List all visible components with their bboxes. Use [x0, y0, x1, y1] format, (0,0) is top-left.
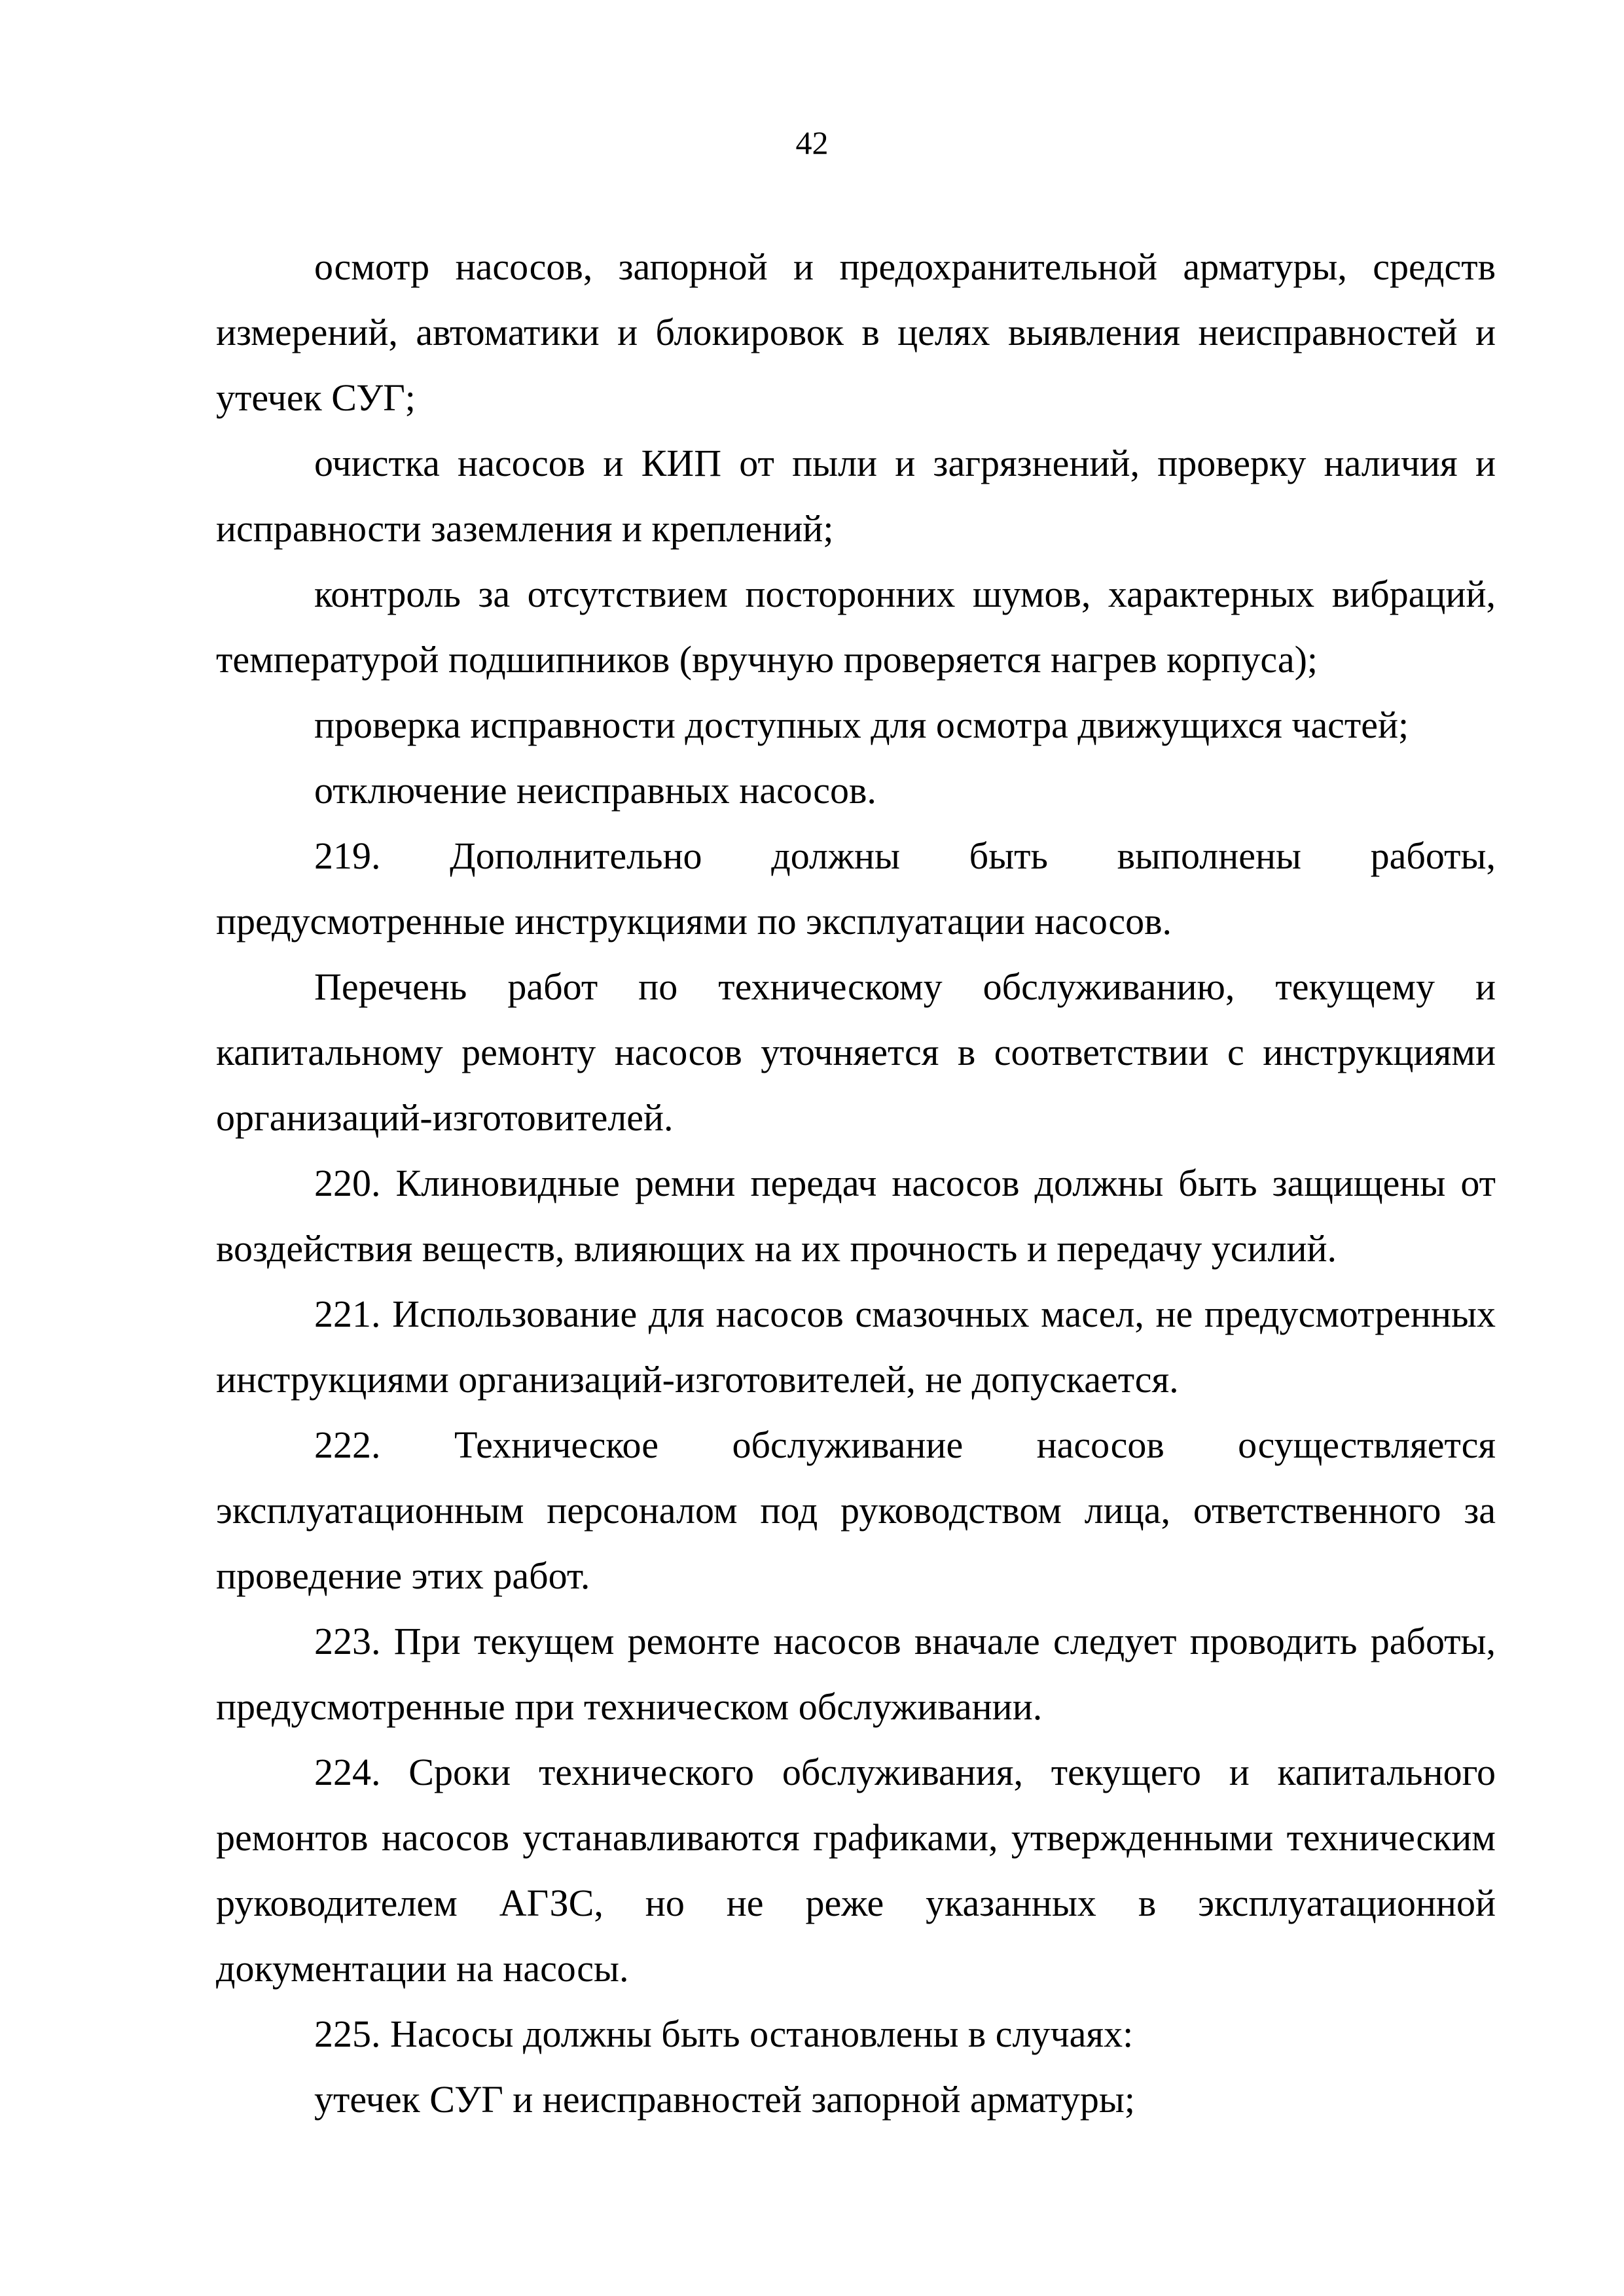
paragraph-224: 224. Сроки технического обслуживания, текущего и капитального ремонтов насосов устанавливаются графиками, утвержденными техническим руководителем АГЗС, но не реже указанных в эксплуатационной документации на насосы. — [216, 1751, 1496, 1990]
paragraph-221: 221. Использование для насосов смазочных масел, не предусмотренных инструкциями организаций-изготовителей, не допускается. — [216, 1293, 1496, 1401]
paragraph-inspection: осмотр насосов, запорной и предохранительной арматуры, средств измерений, автоматики и блокировок в целях выявления неисправностей и утечек СУГ; — [216, 245, 1496, 419]
paragraph-220: 220. Клиновидные ремни передач насосов должны быть защищены от воздействия веществ, влияющих на их прочность и передачу усилий. — [216, 1162, 1496, 1270]
document-body — [216, 234, 1496, 2132]
paragraph-pump-shutdown: отключение неисправных насосов. — [314, 769, 876, 812]
paragraph-leak-cases: утечек СУГ и неисправностей запорной арматуры; — [314, 2078, 1135, 2121]
paragraph-219: 219. Дополнительно должны быть выполнены работы, предусмотренные инструкциями по эксплуатации насосов. — [216, 834, 1496, 942]
paragraph-noise-control: контроль за отсутствием посторонних шумов, характерных вибраций, температурой подшипников (вручную проверяется нагрев корпуса); — [216, 573, 1496, 681]
paragraph-cleaning: очистка насосов и КИП от пыли и загрязнений, проверку наличия и исправности заземления и креплений; — [216, 442, 1496, 550]
paragraph-moving-parts-check: проверка исправности доступных для осмотра движущихся частей; — [314, 704, 1409, 746]
paragraph-work-list: Перечень работ по техническому обслуживанию, текущему и капитальному ремонту насосов уточняется в соответствии с инструкциями организаций-изготовителей. — [216, 965, 1496, 1139]
paragraph-222: 222. Техническое обслуживание насосов осуществляется эксплуатационным персоналом под руководством лица, ответственного за проведение этих работ. — [216, 1424, 1496, 1597]
page-number: 42 — [795, 124, 829, 161]
paragraph-225: 225. Насосы должны быть остановлены в случаях: — [314, 2013, 1134, 2055]
paragraph-223: 223. При текущем ремонте насосов вначале следует проводить работы, предусмотренные при техническом обслуживании. — [216, 1620, 1496, 1728]
